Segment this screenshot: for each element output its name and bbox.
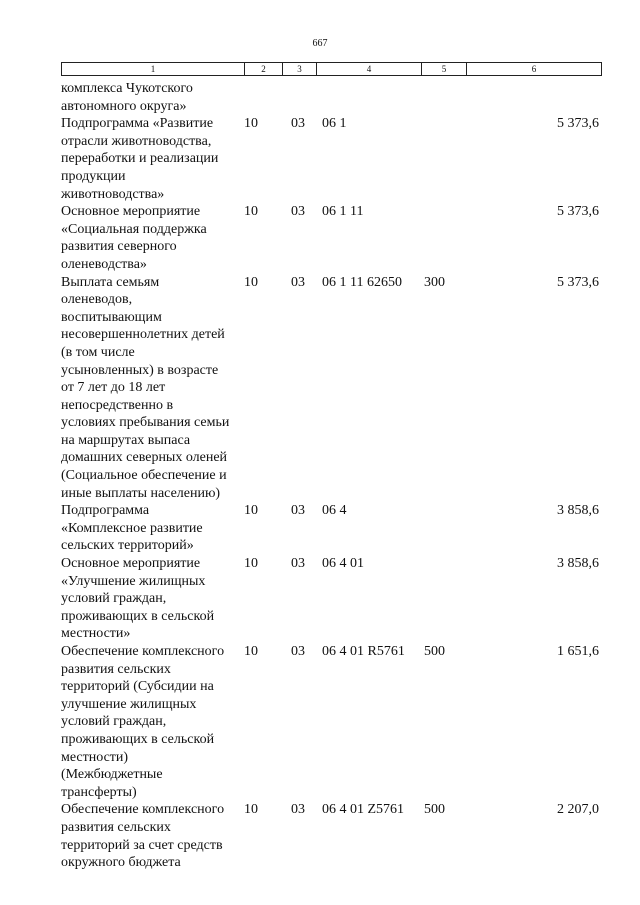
row-name-line: оленеводства» (61, 256, 147, 272)
amount: 5 373,6 (557, 116, 599, 132)
continuation-line: автономного округа» (61, 98, 187, 114)
target-article-code: 06 4 01 Z5761 (322, 802, 405, 818)
row-name-line: территорий за счет средств (61, 837, 223, 853)
row-name (61, 203, 244, 273)
target-article-code: 06 4 01 R5761 (322, 644, 405, 659)
amount: 3 858,6 (557, 556, 599, 572)
row-name-line: несовершеннолетних детей (61, 327, 225, 343)
row-name-line: Подпрограмма (61, 503, 150, 519)
expense-type-code: 500 (424, 644, 445, 659)
expense-type-code (424, 203, 469, 273)
row-name-line: усыновленных) в возрасте (61, 362, 219, 378)
row-name-line: условий граждан, (61, 591, 167, 607)
subsection-code: 03 (291, 644, 305, 659)
column-header-5: 5 (422, 63, 467, 76)
subsection-code: 03 (291, 503, 305, 519)
row-name-line: от 7 лет до 18 лет (61, 380, 166, 396)
section-code: 10 (244, 644, 258, 659)
target-article-code: 06 1 11 62650 (322, 274, 402, 290)
row-name-line: развития сельских (61, 819, 171, 835)
target-article-code: 06 4 01 (322, 556, 364, 572)
continuation-line: комплекса Чукотского (61, 81, 193, 96)
target-article-code: 06 1 (322, 116, 347, 132)
row-name-line: развития сельских (61, 661, 171, 677)
expense-type-code (424, 115, 469, 203)
table-row (61, 203, 602, 273)
amount: 2 207,0 (557, 802, 599, 818)
table-row (61, 502, 602, 555)
table-row (61, 274, 602, 503)
section-code: 10 (244, 274, 258, 290)
amount: 5 373,6 (557, 274, 599, 290)
amount: 3 858,6 (557, 503, 599, 519)
continuation-text (61, 80, 244, 115)
row-name (61, 274, 244, 503)
row-name-line: «Социальная поддержка (61, 221, 207, 237)
row-name-line: проживающих в сельской (61, 608, 215, 624)
column-header-2: 2 (245, 63, 283, 76)
table-row (61, 643, 602, 801)
row-name (61, 643, 244, 801)
section-code: 10 (244, 116, 258, 132)
row-name (61, 801, 244, 871)
row-name-line: непосредственно в (61, 397, 174, 413)
row-name-line: Основное мероприятие (61, 556, 201, 572)
row-name (61, 115, 244, 203)
expense-type-code (424, 555, 469, 643)
subsection-code: 03 (291, 802, 305, 818)
subsection-code: 03 (291, 556, 305, 572)
row-name-line: иные выплаты населению) (61, 485, 221, 501)
row-name-line: окружного бюджета (61, 855, 181, 871)
section-code: 10 (244, 802, 258, 818)
row-name-line: условий граждан, (61, 714, 167, 730)
row-name-line: Выплата семьям (61, 274, 160, 290)
subsection-code: 03 (291, 204, 305, 220)
table-rows (61, 115, 602, 872)
row-name-line: (Социальное обеспечение и (61, 468, 227, 484)
row-name-line: территорий (Субсидии на (61, 679, 214, 695)
row-name (61, 502, 244, 555)
row-name-line: местности» (61, 626, 131, 642)
subsection-code: 03 (291, 116, 305, 132)
row-name-line: на маршрутах выпаса (61, 432, 191, 448)
row-name-line: (Межбюджетные (61, 767, 163, 783)
target-article-code: 06 4 (322, 503, 347, 519)
column-header-6: 6 (467, 63, 602, 76)
column-header-1: 1 (62, 63, 245, 76)
expense-type-code: 500 (424, 802, 445, 818)
row-name-line: продукции (61, 168, 126, 184)
row-name-line: проживающих в сельской (61, 731, 215, 747)
row-name-line: Основное мероприятие (61, 204, 201, 220)
column-header-3: 3 (283, 63, 317, 76)
row-name-line: местности) (61, 749, 129, 765)
row-name-line: сельских территорий» (61, 538, 194, 554)
row-name-line: Подпрограмма «Развитие (61, 116, 214, 132)
row-name-line: оленеводов, (61, 292, 133, 308)
table-row (61, 115, 602, 203)
row-name-line: воспитывающим (61, 309, 162, 325)
row-name-line: Обеспечение комплексного (61, 802, 225, 818)
row-name-line: домашних северных оленей (61, 450, 228, 466)
target-article-code: 06 1 11 (322, 204, 364, 220)
budget-table-body (61, 80, 602, 872)
page-number: 667 (312, 38, 328, 49)
row-name-line: развития северного (61, 239, 177, 255)
row-name-line: Обеспечение комплексного (61, 644, 225, 659)
row-name-line: «Комплексное развитие (61, 520, 203, 536)
section-code: 10 (244, 204, 258, 220)
table-row (61, 801, 602, 871)
amount: 1 651,6 (557, 644, 599, 659)
column-header-4: 4 (317, 63, 422, 76)
row-name (61, 555, 244, 643)
row-name-line: улучшение жилищных (61, 696, 197, 712)
row-name-line: «Улучшение жилищных (61, 573, 206, 589)
row-name-line: трансферты) (61, 784, 137, 800)
row-name-line: условиях пребывания семьи (61, 415, 230, 431)
row-name-line: отрасли животноводства, (61, 133, 212, 149)
section-code: 10 (244, 556, 258, 572)
amount: 5 373,6 (557, 204, 599, 220)
column-number-header (61, 62, 602, 76)
subsection-code: 03 (291, 274, 305, 290)
row-name-line: животноводства» (61, 186, 165, 202)
row-name-line: (в том числе (61, 344, 135, 360)
table-row (61, 555, 602, 643)
expense-type-code (424, 502, 469, 555)
row-name-line: переработки и реализации (61, 151, 219, 167)
section-code: 10 (244, 503, 258, 519)
expense-type-code: 300 (424, 274, 445, 290)
